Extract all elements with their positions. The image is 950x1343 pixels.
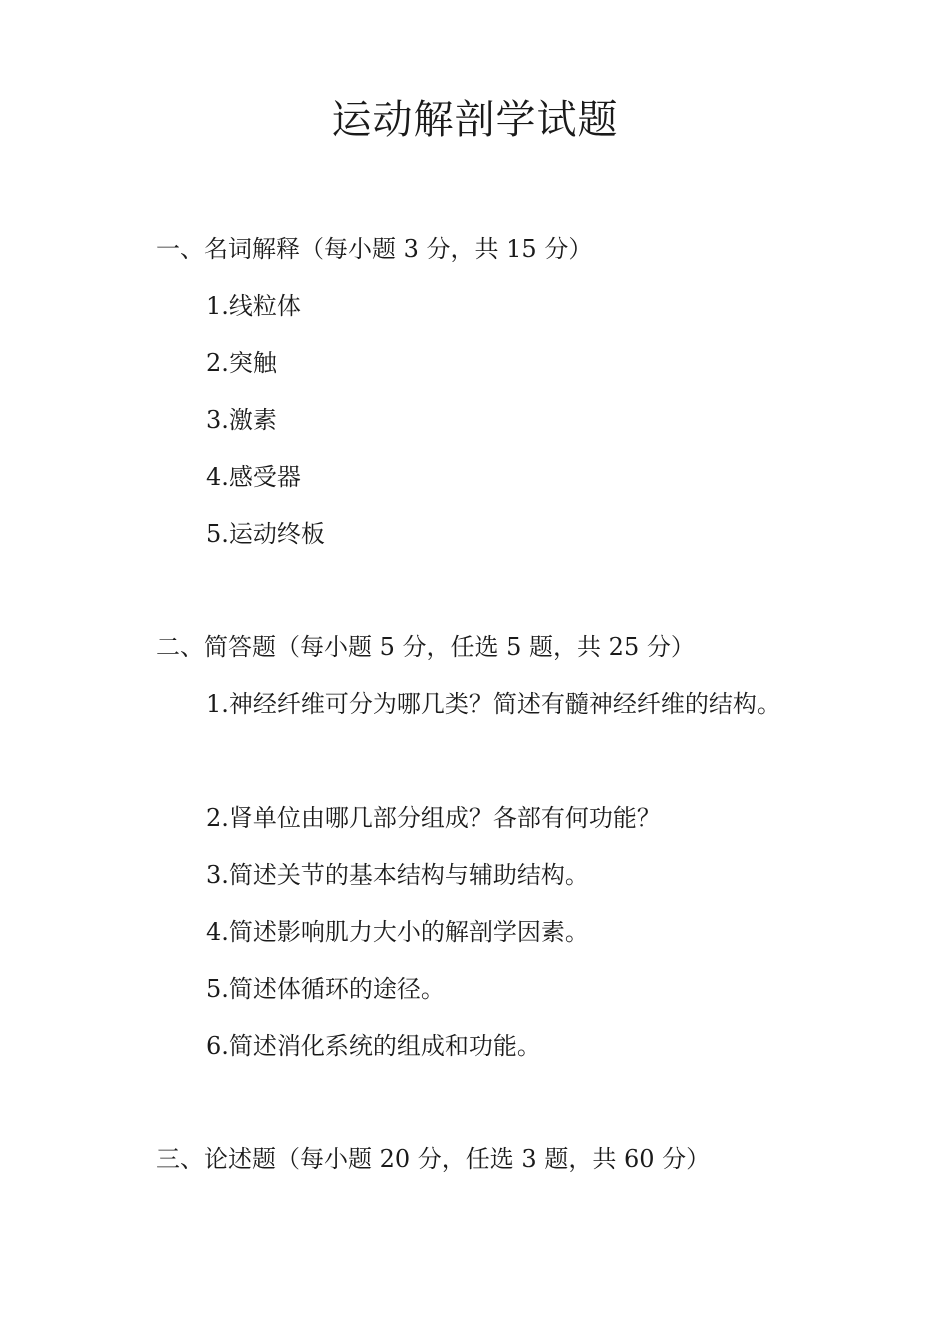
term-item: 2.突触 xyxy=(206,349,277,377)
question-item: 2.肾单位由哪几部分组成？各部有何功能？ xyxy=(206,804,661,832)
term-item: 5.运动终板 xyxy=(206,520,325,548)
question-item: 5.简述体循环的途径。 xyxy=(206,975,445,1003)
term-item: 1.线粒体 xyxy=(206,292,301,320)
section-heading-terms: 一、名词解释（每小题 3 分，共 15 分） xyxy=(156,235,593,263)
question-item: 4.简述影响肌力大小的解剖学因素。 xyxy=(206,918,589,946)
term-item: 3.激素 xyxy=(206,406,277,434)
section-heading-essay: 三、论述题（每小题 20 分，任选 3 题，共 60 分） xyxy=(156,1145,711,1173)
section-heading-short-answer: 二、简答题（每小题 5 分，任选 5 题，共 25 分） xyxy=(156,633,695,661)
exam-title: 运动解剖学试题 xyxy=(331,97,619,143)
question-item: 1.神经纤维可分为哪几类？简述有髓神经纤维的结构。 xyxy=(206,690,781,718)
question-item: 6.简述消化系统的组成和功能。 xyxy=(206,1032,541,1060)
question-item: 3.简述关节的基本结构与辅助结构。 xyxy=(206,861,589,889)
term-item: 4.感受器 xyxy=(206,463,301,491)
